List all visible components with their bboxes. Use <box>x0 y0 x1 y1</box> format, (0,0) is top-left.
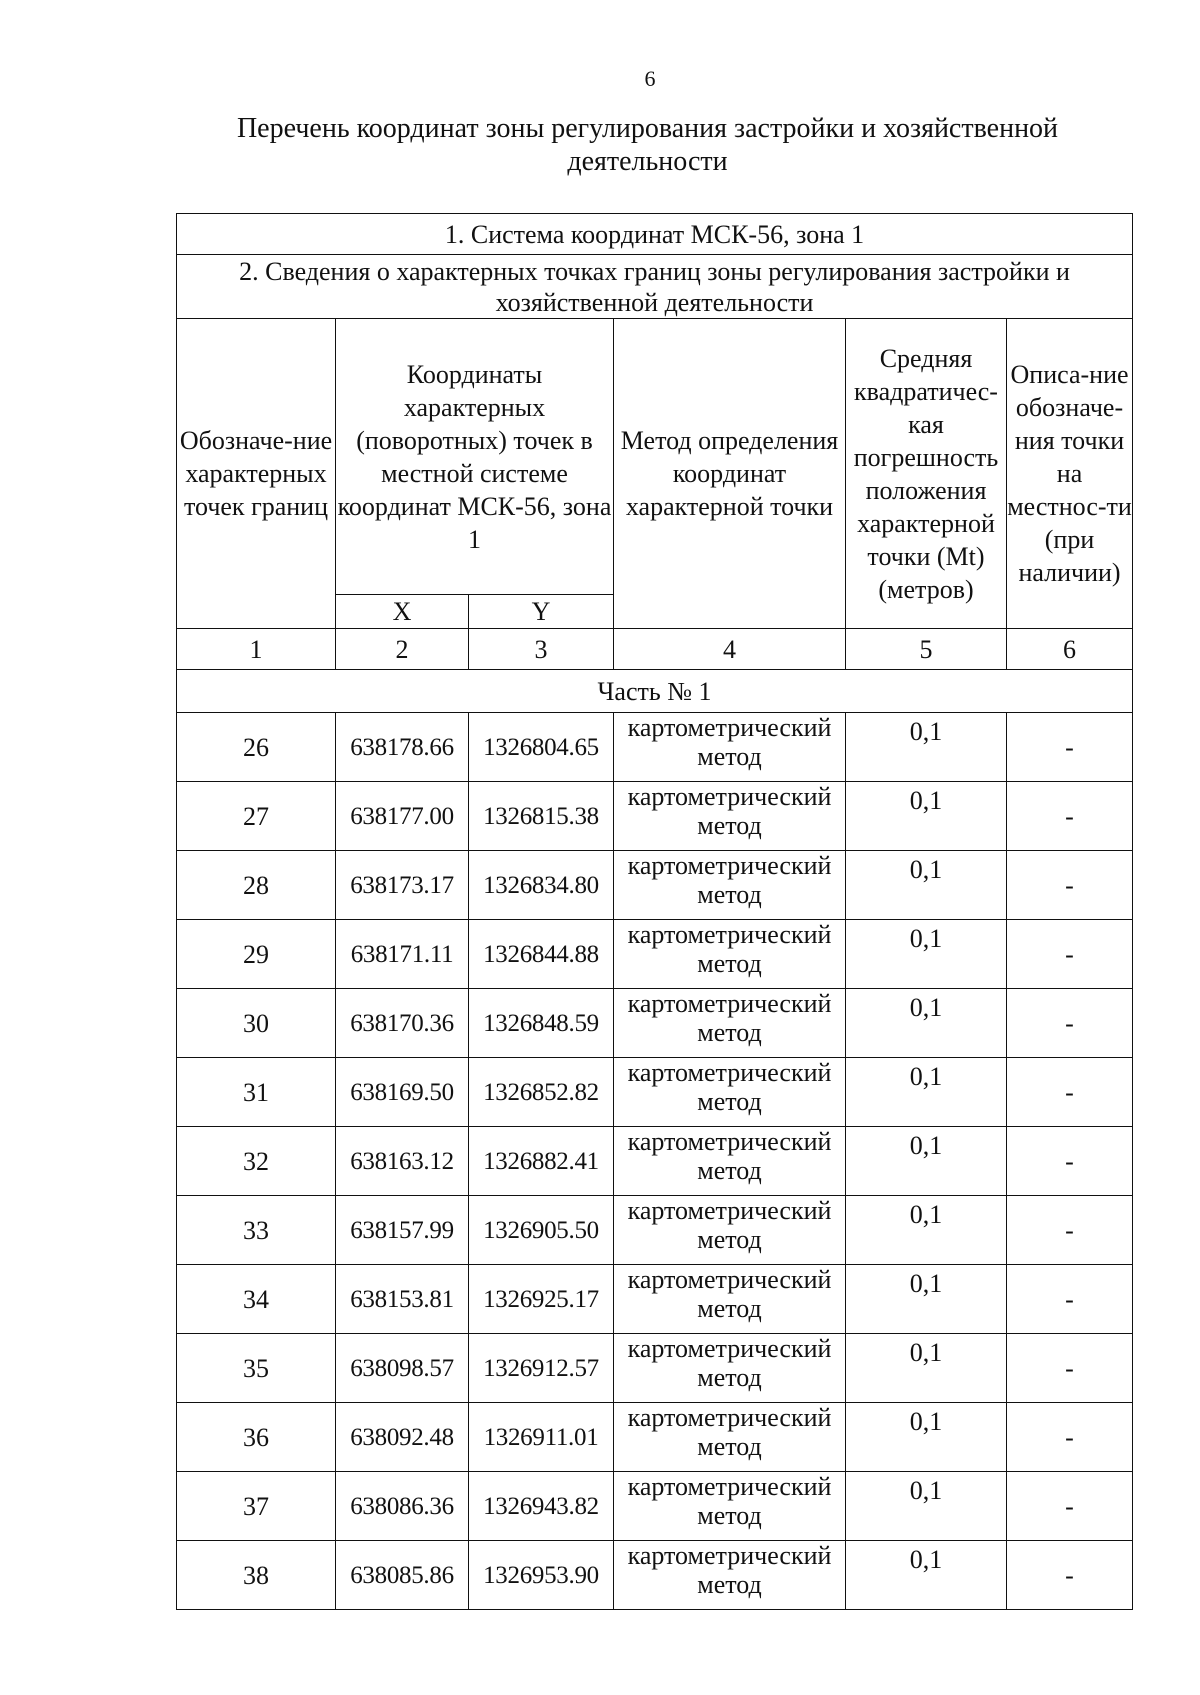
header-coordinates: Координаты характерных (поворотных) точек в местной системе координат МСК-56, зона 1 <box>336 319 614 595</box>
method-cell: картометрический метод <box>614 1541 846 1610</box>
accuracy-cell: 0,1 <box>846 1265 1007 1334</box>
boundary-points-heading: 2. Сведения о характерных точках границ зоны регулирования застройки и хозяйственной деятельности <box>177 255 1133 319</box>
x-coordinate-cell: 638178.66 <box>336 713 469 782</box>
method-cell: картометрический метод <box>614 851 846 920</box>
method-cell: картометрический метод <box>614 1334 846 1403</box>
column-number: 3 <box>469 629 614 670</box>
table-row <box>177 1403 1133 1472</box>
y-coordinate-cell: 1326848.59 <box>469 989 614 1058</box>
x-coordinate-cell: 638173.17 <box>336 851 469 920</box>
x-coordinate-cell: 638171.11 <box>336 920 469 989</box>
column-number: 2 <box>336 629 469 670</box>
accuracy-cell: 0,1 <box>846 851 1007 920</box>
part-label: Часть № 1 <box>177 670 1133 713</box>
accuracy-cell: 0,1 <box>846 920 1007 989</box>
point-cell: 28 <box>177 851 336 920</box>
description-cell: - <box>1007 851 1133 920</box>
x-coordinate-cell: 638177.00 <box>336 782 469 851</box>
table-row <box>177 1472 1133 1541</box>
accuracy-cell: 0,1 <box>846 989 1007 1058</box>
table-row <box>177 1265 1133 1334</box>
point-cell: 34 <box>177 1265 336 1334</box>
accuracy-cell: 0,1 <box>846 1196 1007 1265</box>
column-number: 4 <box>614 629 846 670</box>
table-row <box>177 1127 1133 1196</box>
point-cell: 30 <box>177 989 336 1058</box>
point-cell: 37 <box>177 1472 336 1541</box>
description-cell: - <box>1007 1265 1133 1334</box>
method-cell: картометрический метод <box>614 1265 846 1334</box>
x-coordinate-cell: 638086.36 <box>336 1472 469 1541</box>
y-coordinate-cell: 1326943.82 <box>469 1472 614 1541</box>
accuracy-cell: 0,1 <box>846 1472 1007 1541</box>
point-cell: 26 <box>177 713 336 782</box>
description-cell: - <box>1007 1334 1133 1403</box>
table-row <box>177 1196 1133 1265</box>
y-coordinate-cell: 1326852.82 <box>469 1058 614 1127</box>
description-cell: - <box>1007 1541 1133 1610</box>
table-row <box>177 920 1133 989</box>
accuracy-cell: 0,1 <box>846 1334 1007 1403</box>
point-cell: 36 <box>177 1403 336 1472</box>
point-cell: 27 <box>177 782 336 851</box>
y-coordinate-cell: 1326912.57 <box>469 1334 614 1403</box>
coordinate-system-heading: 1. Система координат МСК-56, зона 1 <box>177 214 1133 255</box>
point-cell: 33 <box>177 1196 336 1265</box>
column-number: 6 <box>1007 629 1133 670</box>
y-coordinate-cell: 1326905.50 <box>469 1196 614 1265</box>
table-row <box>177 1058 1133 1127</box>
y-coordinate-cell: 1326834.80 <box>469 851 614 920</box>
method-cell: картометрический метод <box>614 1127 846 1196</box>
y-coordinate-cell: 1326882.41 <box>469 1127 614 1196</box>
x-coordinate-cell: 638085.86 <box>336 1541 469 1610</box>
y-coordinate-cell: 1326815.38 <box>469 782 614 851</box>
column-number: 5 <box>846 629 1007 670</box>
method-cell: картометрический метод <box>614 1403 846 1472</box>
description-cell: - <box>1007 782 1133 851</box>
coordinates-table <box>176 213 1133 1610</box>
accuracy-cell: 0,1 <box>846 1403 1007 1472</box>
table-row <box>177 1334 1133 1403</box>
description-cell: - <box>1007 989 1133 1058</box>
method-cell: картометрический метод <box>614 713 846 782</box>
header-y: Y <box>469 595 614 629</box>
y-coordinate-cell: 1326911.01 <box>469 1403 614 1472</box>
header-accuracy: Средняя квадратичес-кая погрешность положения характерной точки (Mt) (метров) <box>846 319 1007 629</box>
x-coordinate-cell: 638169.50 <box>336 1058 469 1127</box>
method-cell: картометрический метод <box>614 782 846 851</box>
method-cell: картометрический метод <box>614 1196 846 1265</box>
table-row <box>177 782 1133 851</box>
table-row <box>177 1541 1133 1610</box>
table-row <box>177 851 1133 920</box>
header-description: Описа-ние обозначе-ния точки на местнос-ти (при наличии) <box>1007 319 1133 629</box>
accuracy-cell: 0,1 <box>846 1541 1007 1610</box>
x-coordinate-cell: 638170.36 <box>336 989 469 1058</box>
header-method: Метод определения координат характерной точки <box>614 319 846 629</box>
point-cell: 35 <box>177 1334 336 1403</box>
point-cell: 31 <box>177 1058 336 1127</box>
description-cell: - <box>1007 920 1133 989</box>
header-x: X <box>336 595 469 629</box>
point-cell: 32 <box>177 1127 336 1196</box>
table-row <box>177 713 1133 782</box>
page-number: 6 <box>644 66 656 91</box>
x-coordinate-cell: 638092.48 <box>336 1403 469 1472</box>
accuracy-cell: 0,1 <box>846 782 1007 851</box>
document-title: Перечень координат зоны регулирования застройки и хозяйственной деятельности <box>236 113 1059 177</box>
point-cell: 38 <box>177 1541 336 1610</box>
x-coordinate-cell: 638098.57 <box>336 1334 469 1403</box>
method-cell: картометрический метод <box>614 1058 846 1127</box>
method-cell: картометрический метод <box>614 1472 846 1541</box>
accuracy-cell: 0,1 <box>846 713 1007 782</box>
method-cell: картометрический метод <box>614 989 846 1058</box>
accuracy-cell: 0,1 <box>846 1127 1007 1196</box>
header-point-designation: Обозначе-ние характерных точек границ <box>177 319 336 629</box>
point-cell: 29 <box>177 920 336 989</box>
description-cell: - <box>1007 1058 1133 1127</box>
description-cell: - <box>1007 1127 1133 1196</box>
method-cell: картометрический метод <box>614 920 846 989</box>
description-cell: - <box>1007 713 1133 782</box>
description-cell: - <box>1007 1196 1133 1265</box>
description-cell: - <box>1007 1403 1133 1472</box>
y-coordinate-cell: 1326953.90 <box>469 1541 614 1610</box>
x-coordinate-cell: 638163.12 <box>336 1127 469 1196</box>
accuracy-cell: 0,1 <box>846 1058 1007 1127</box>
column-number: 1 <box>177 629 336 670</box>
x-coordinate-cell: 638157.99 <box>336 1196 469 1265</box>
y-coordinate-cell: 1326804.65 <box>469 713 614 782</box>
y-coordinate-cell: 1326844.88 <box>469 920 614 989</box>
y-coordinate-cell: 1326925.17 <box>469 1265 614 1334</box>
x-coordinate-cell: 638153.81 <box>336 1265 469 1334</box>
description-cell: - <box>1007 1472 1133 1541</box>
table-row <box>177 989 1133 1058</box>
